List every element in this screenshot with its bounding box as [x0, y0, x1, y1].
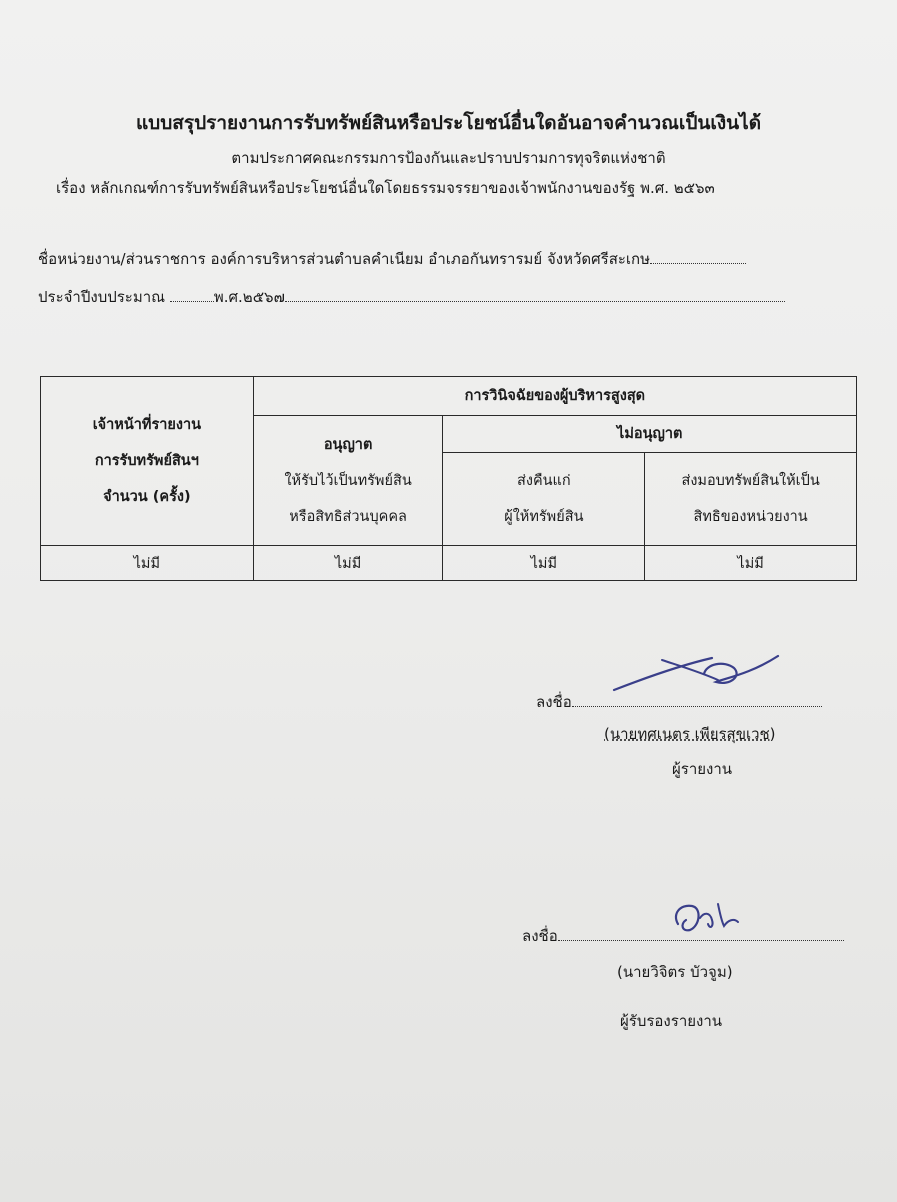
table-cell-transfer: ไม่มี — [645, 546, 857, 581]
fiscal-dots-left — [170, 287, 214, 302]
table-cell-reporter-count: ไม่มี — [41, 546, 254, 581]
fiscal-dots-right — [285, 287, 785, 302]
certifier-role: ผู้รับรองรายงาน — [620, 1012, 723, 1030]
certifier-signature-icon — [668, 896, 748, 942]
reporter-name: (นายทศเนตร เพียรสุขเวช) — [604, 725, 776, 743]
return-header — [443, 453, 645, 546]
reporter-count-line3: จำนวน (ครั้ง) — [103, 489, 191, 505]
agency-value: องค์การบริหารส่วนตำบลคำเนียม อำเภอกันทรารมย์ จังหวัดศรีสะเกษ — [210, 250, 651, 268]
agency-line — [38, 247, 746, 271]
reporter-count-line2: การรับทรัพย์สินฯ — [94, 453, 199, 469]
fiscal-label: ประจำปีงบประมาณ — [38, 288, 166, 306]
certifier-sign-label: ลงชื่อ — [522, 927, 558, 945]
allow-title: อนุญาต — [323, 436, 373, 453]
reporter-count-header — [41, 377, 254, 546]
document-subtitle: ตามประกาศคณะกรรมการป้องกันและปราบปรามการทุจริตแห่งชาติ — [231, 149, 666, 167]
allow-header — [253, 416, 443, 546]
fiscal-value: พ.ศ.๒๕๖๗ — [213, 288, 285, 306]
fiscal-year-line — [38, 285, 785, 309]
summary-table — [40, 376, 857, 581]
document-title: แบบสรุปรายงานการรับทรัพย์สินหรือประโยชน์อื่นใดอันอาจคำนวณเป็นเงินได้ — [135, 112, 762, 134]
transfer-header — [645, 453, 857, 546]
transfer-line1: ส่งมอบทรัพย์สินให้เป็น — [681, 473, 820, 489]
table-cell-allow: ไม่มี — [253, 546, 443, 581]
deny-header: ไม่อนุญาต — [443, 416, 857, 453]
table-row — [41, 546, 857, 581]
reporter-role: ผู้รายงาน — [672, 760, 733, 778]
allow-line2: ให้รับไว้เป็นทรัพย์สิน — [284, 472, 412, 489]
reporter-count-line1: เจ้าหน้าที่รายงาน — [92, 417, 202, 433]
decision-header: การวินิจฉัยของผู้บริหารสูงสุด — [253, 377, 856, 416]
document-subject: เรื่อง หลักเกณฑ์การรับทรัพย์สินหรือประโยชน์อื่นใดโดยธรรมจรรยาของเจ้าพนักงานของรัฐ พ.ศ. ๒๕๖๓ — [56, 179, 715, 197]
allow-line3: หรือสิทธิส่วนบุคคล — [289, 508, 407, 525]
agency-label: ชื่อหน่วยงาน/ส่วนราชการ — [38, 250, 206, 268]
agency-dots — [650, 249, 746, 264]
reporter-signature-icon — [600, 650, 790, 700]
return-line2: ผู้ให้ทรัพย์สิน — [504, 509, 584, 525]
table-cell-return: ไม่มี — [443, 546, 645, 581]
return-line1: ส่งคืนแก่ — [517, 473, 571, 489]
transfer-line2: สิทธิของหน่วยงาน — [693, 509, 808, 525]
certifier-name: (นายวิจิตร บัวจูม) — [617, 963, 733, 981]
reporter-sign-label: ลงชื่อ — [536, 693, 572, 711]
